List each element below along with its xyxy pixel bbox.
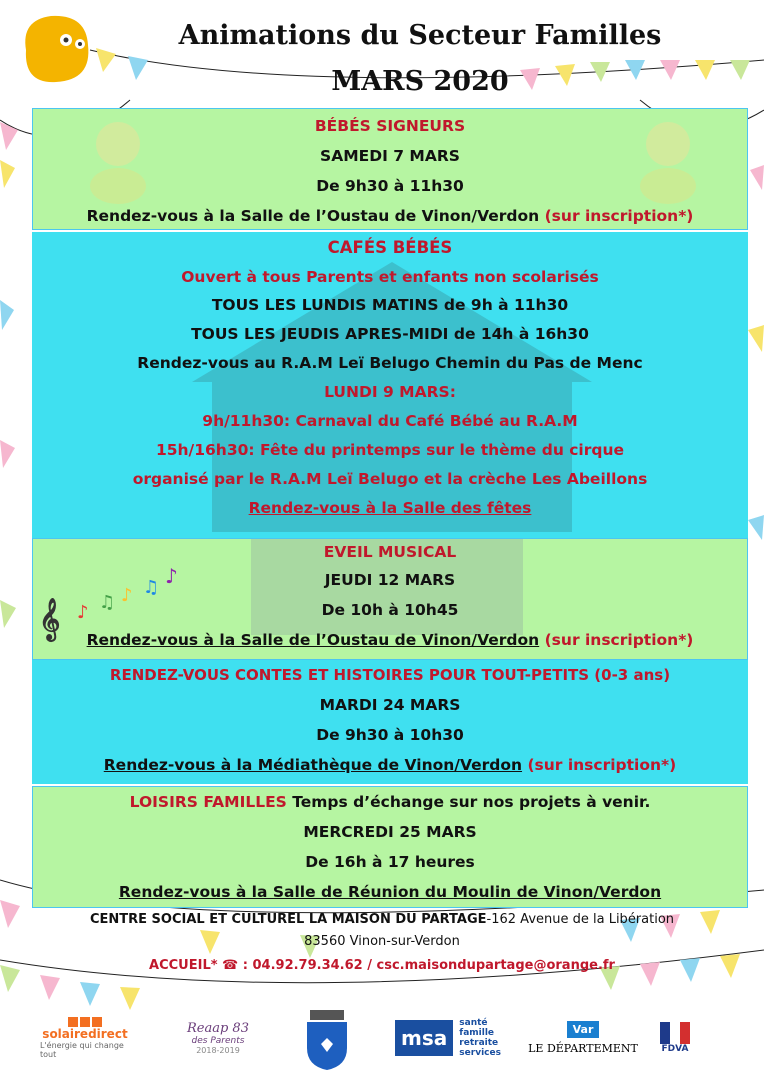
msa-text: santé famille retraite services xyxy=(459,1018,501,1058)
contes-date: MARDI 24 MARS xyxy=(319,696,461,714)
svg-text:♪: ♪ xyxy=(165,564,178,588)
eveil-rdv-line xyxy=(33,625,747,655)
cafes-line-4: Rendez-vous au R.A.M Leï Belugo Chemin du Pas de Menc xyxy=(137,354,643,372)
reaap-years: 2018-2019 xyxy=(196,1046,240,1055)
cafes-line-9: Rendez-vous à la Salle des fêtes xyxy=(248,499,532,517)
footer-address: -162 Avenue de la Libération xyxy=(486,912,675,927)
reaap-name: Reaap 83 xyxy=(187,1021,249,1036)
section-eveil-musical xyxy=(32,538,748,660)
footer-org-line xyxy=(0,912,764,927)
cafes-line-3: TOUS LES JEUDIS APRES-MIDI de 14h à 16h30 xyxy=(191,325,589,343)
loisirs-date: MERCREDI 25 MARS xyxy=(303,823,477,841)
bebes-time: De 9h30 à 11h30 xyxy=(316,177,464,195)
bebes-date: SAMEDI 7 MARS xyxy=(320,147,460,165)
solaire-icon xyxy=(68,1017,102,1027)
footer-org: CENTRE SOCIAL ET CULTUREL LA MAISON DU PARTAGE xyxy=(89,912,487,927)
loisirs-time: De 16h à 17 heures xyxy=(305,853,475,871)
page-title: Animations du Secteur Familles xyxy=(178,20,662,51)
bebes-note: (sur inscription*) xyxy=(544,207,694,225)
solaire-tag: L'énergie qui change tout xyxy=(40,1041,124,1059)
cafes-line-8: organisé par le R.A.M Leï Belugo et la crèche Les Abeillons xyxy=(132,470,648,488)
contes-rdv: Rendez-vous à la Médiathèque de Vinon/Verdon xyxy=(103,756,523,774)
svg-text:♪: ♪ xyxy=(121,585,133,606)
contes-time: De 9h30 à 10h30 xyxy=(316,726,464,744)
contes-note: (sur inscription*) xyxy=(527,756,677,774)
solairedirect-logo xyxy=(40,1008,130,1068)
svg-text:♫: ♫ xyxy=(99,592,116,613)
cafes-line-1: Ouvert à tous Parents et enfants non scolarisés xyxy=(181,268,599,286)
loisirs-desc: Temps d’échange sur nos projets à venir. xyxy=(292,793,651,811)
cafes-title: CAFÉS BÉBÉS xyxy=(327,238,453,257)
loisirs-title-line xyxy=(33,787,747,817)
section-contes xyxy=(32,660,748,784)
msa-letters: msa xyxy=(395,1020,453,1056)
cafes-line-2: TOUS LES LUNDIS MATINS de 9h à 11h30 xyxy=(211,296,569,314)
fdva-name: FDVA xyxy=(661,1044,689,1054)
loisirs-title: LOISIRS FAMILLES xyxy=(129,793,287,811)
eveil-note: (sur inscription*) xyxy=(544,631,694,649)
svg-text:𝄞: 𝄞 xyxy=(39,599,61,640)
cafes-line-6: 9h/11h30: Carnaval du Café Bébé au R.A.M xyxy=(202,412,578,430)
solaire-name: solairedirect xyxy=(42,1027,128,1041)
contes-title: RENDEZ-VOUS CONTES ET HISTOIRES POUR TOUT-PETITS (0-3 ans) xyxy=(109,666,671,684)
city-crest-icon xyxy=(302,1008,352,1072)
reaap-sub: des Parents xyxy=(191,1036,245,1046)
cafes-line-5: LUNDI 9 MARS: xyxy=(324,383,456,401)
section-loisirs xyxy=(32,786,748,908)
svg-text:♪: ♪ xyxy=(77,602,89,623)
eveil-title: EVEIL MUSICAL xyxy=(323,543,457,561)
eveil-date: JEUDI 12 MARS xyxy=(324,571,456,589)
contes-rdv-line xyxy=(32,750,748,780)
eveil-rdv: Rendez-vous à la Salle de l’Oustau de Vinon/Verdon xyxy=(86,631,540,649)
cafes-line-7: 15h/16h30: Fête du printemps sur le thème du cirque xyxy=(155,441,625,459)
footer-contact: ACCUEIL* ☎ : 04.92.79.34.62 / csc.maisondupartage@orange.fr xyxy=(149,958,615,973)
marianne-icon xyxy=(660,1022,690,1044)
page-subtitle: MARS 2020 xyxy=(331,66,509,97)
footer-city: 83560 Vinon-sur-Verdon xyxy=(304,934,460,949)
fdva-logo xyxy=(640,1008,710,1068)
bebes-title: BÉBÉS SIGNEURS xyxy=(314,117,466,135)
reaap-logo xyxy=(168,1008,268,1068)
section-cafes-bebes xyxy=(32,232,748,538)
departement-name: LE DÉPARTEMENT xyxy=(528,1042,638,1055)
var-badge: Var xyxy=(567,1021,600,1038)
svg-text:♫: ♫ xyxy=(143,577,160,598)
departement-logo xyxy=(528,1008,638,1068)
eveil-time: De 10h à 10h45 xyxy=(321,601,459,619)
msa-logo xyxy=(398,1008,501,1068)
bebes-rdv: Rendez-vous à la Salle de l’Oustau de Vinon/Verdon xyxy=(86,207,540,225)
bebes-rdv-line xyxy=(33,201,747,231)
loisirs-rdv: Rendez-vous à la Salle de Réunion du Moulin de Vinon/Verdon xyxy=(118,883,662,901)
mascot-icon xyxy=(16,10,94,88)
section-bebes-signeurs xyxy=(32,108,748,230)
